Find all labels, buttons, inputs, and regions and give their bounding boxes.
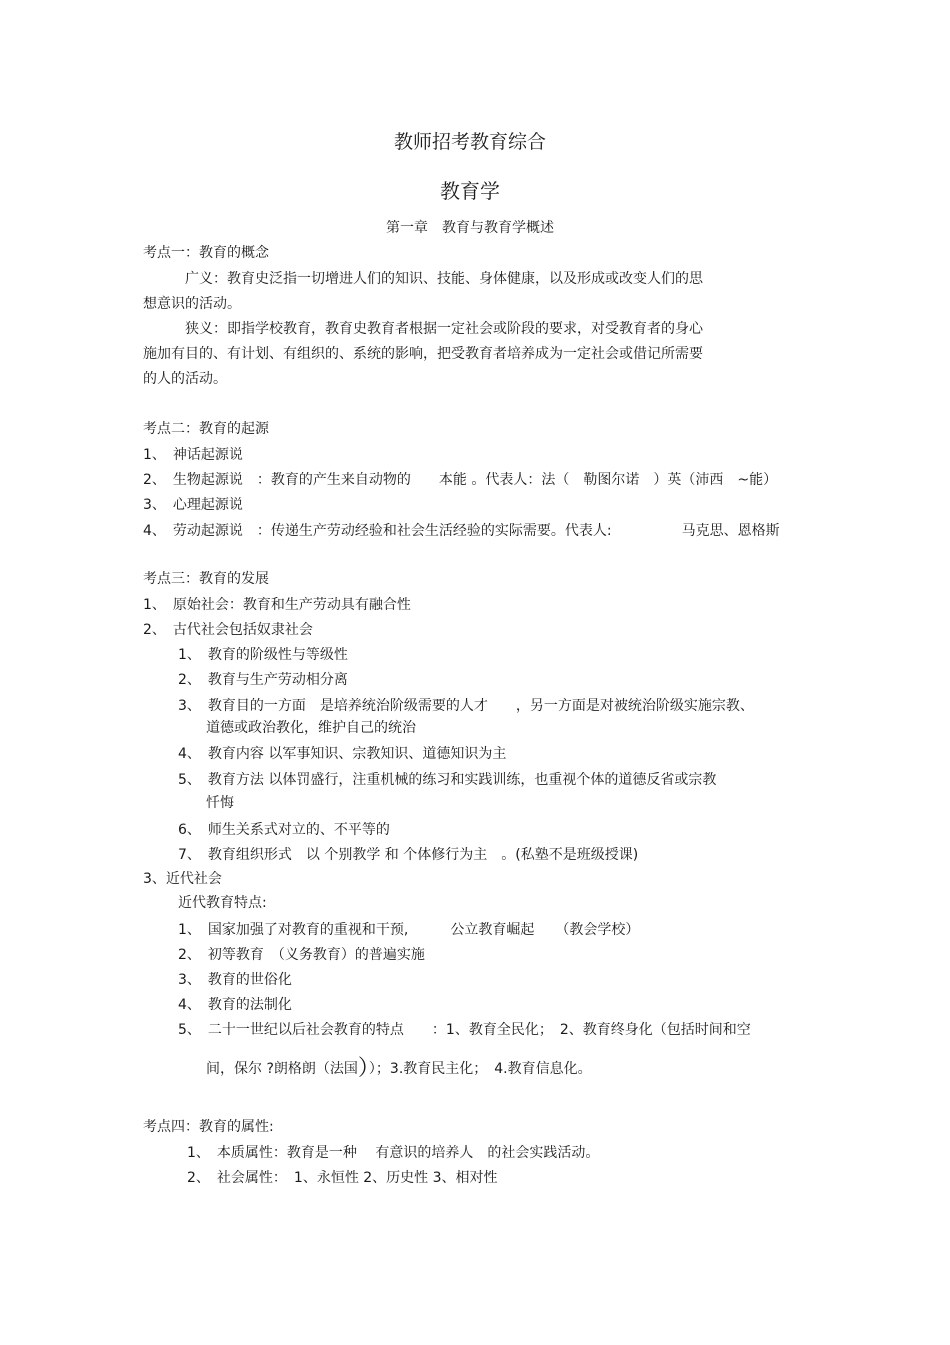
point1-broad-line2: 想意识的活动。 <box>143 296 241 312</box>
modern-feature: 2、 初等教育 （义务教育）的普遍实施 <box>178 947 425 963</box>
modern-feature-continued <box>206 1056 592 1081</box>
modern-feature: 4、 教育的法制化 <box>178 997 292 1013</box>
point1-narrow-line1: 狭义：即指学校教育，教育史教育者根据一定社会或阶段的要求，对受教育者的身心 <box>185 321 703 337</box>
point2-item: 1、 神话起源说 <box>143 447 243 463</box>
modern-feature-continued-post: ）；3.教育民主化； 4.教育信息化。 <box>368 1061 592 1077</box>
ancient-feature: 7、 教育组织形式 以 个别教学 和 个体修行为主 。(私塾不是班级授课) <box>178 847 639 863</box>
subject-title: 教育学 <box>440 179 500 203</box>
point2-item: 4、 劳动起源说 ：传递生产劳动经验和社会生活经验的实际需要。代表人: 马克思、恩格斯 <box>143 523 780 539</box>
point4-heading: 考点四：教育的属性: <box>143 1119 274 1135</box>
ancient-feature: 6、 师生关系式对立的、不平等的 <box>178 822 390 838</box>
modern-feature-continued-pre: 间，保尔 ?朗格朗（法国 <box>206 1061 358 1077</box>
modern-feature: 1、 国家加强了对教育的重视和干预, 公立教育崛起 （教会学校） <box>178 922 640 938</box>
ancient-feature: 4、 教育内容 以军事知识、宗教知识、道德知识为主 <box>178 746 507 762</box>
point3-item-modern: 3、近代社会 <box>143 871 222 887</box>
chapter-title: 第一章 教育与教育学概述 <box>386 220 554 236</box>
point3-heading: 考点三：教育的发展 <box>143 571 269 587</box>
point3-item-ancient: 2、 古代社会包括奴隶社会 <box>143 622 313 638</box>
ancient-feature: 1、 教育的阶级性与等级性 <box>178 647 348 663</box>
point2-item: 2、 生物起源说 ：教育的产生来自动物的 本能 。代表人：法（ 勒图尔诺 ）英（沛西 ~能） <box>143 472 778 488</box>
modern-feature: 5、 二十一世纪以后社会教育的特点 ：1、教育全民化； 2、教育终身化（包括时间和空 <box>178 1022 751 1038</box>
point1-broad-line1: 广义：教育史泛指一切增进人们的知识、技能、身体健康，以及形成或改变人们的思 <box>185 271 703 287</box>
ancient-feature: 3、 教育目的一方面 是培养统治阶级需要的人才 ，另一方面是对被统治阶级实施宗教、 <box>178 698 754 714</box>
point2-item: 3、 心理起源说 <box>143 497 243 513</box>
ancient-feature: 2、 教育与生产劳动相分离 <box>178 672 348 688</box>
document-title: 教师招考教育综合 <box>393 131 546 153</box>
point1-narrow-line2: 施加有目的、有计划、有组织的、系统的影响，把受教育者培养成为一定社会或借记所需要 <box>143 346 703 362</box>
point3-item-primitive: 1、 原始社会：教育和生产劳动具有融合性 <box>143 597 411 613</box>
point1-narrow-line3: 的人的活动。 <box>143 371 227 387</box>
modern-heading: 近代教育特点: <box>178 895 267 911</box>
ancient-feature-continued: 忏悔 <box>206 795 234 811</box>
point4-item: 2、 社会属性： 1、永恒性 2、历史性 3、相对性 <box>187 1170 498 1186</box>
ancient-feature-continued: 道德或政治教化，维护自己的统治 <box>206 720 416 736</box>
modern-feature: 3、 教育的世俗化 <box>178 972 292 988</box>
ancient-feature: 5、 教育方法 以体罚盛行，注重机械的练习和实践训练，也重视个体的道德反省或宗教 <box>178 772 717 788</box>
point4-item: 1、 本质属性：教育是一种 有意识的培养人 的社会实践活动。 <box>187 1145 600 1161</box>
large-paren: ） <box>357 1056 369 1081</box>
point2-heading: 考点二：教育的起源 <box>143 421 269 437</box>
point1-heading: 考点一：教育的概念 <box>143 245 269 261</box>
